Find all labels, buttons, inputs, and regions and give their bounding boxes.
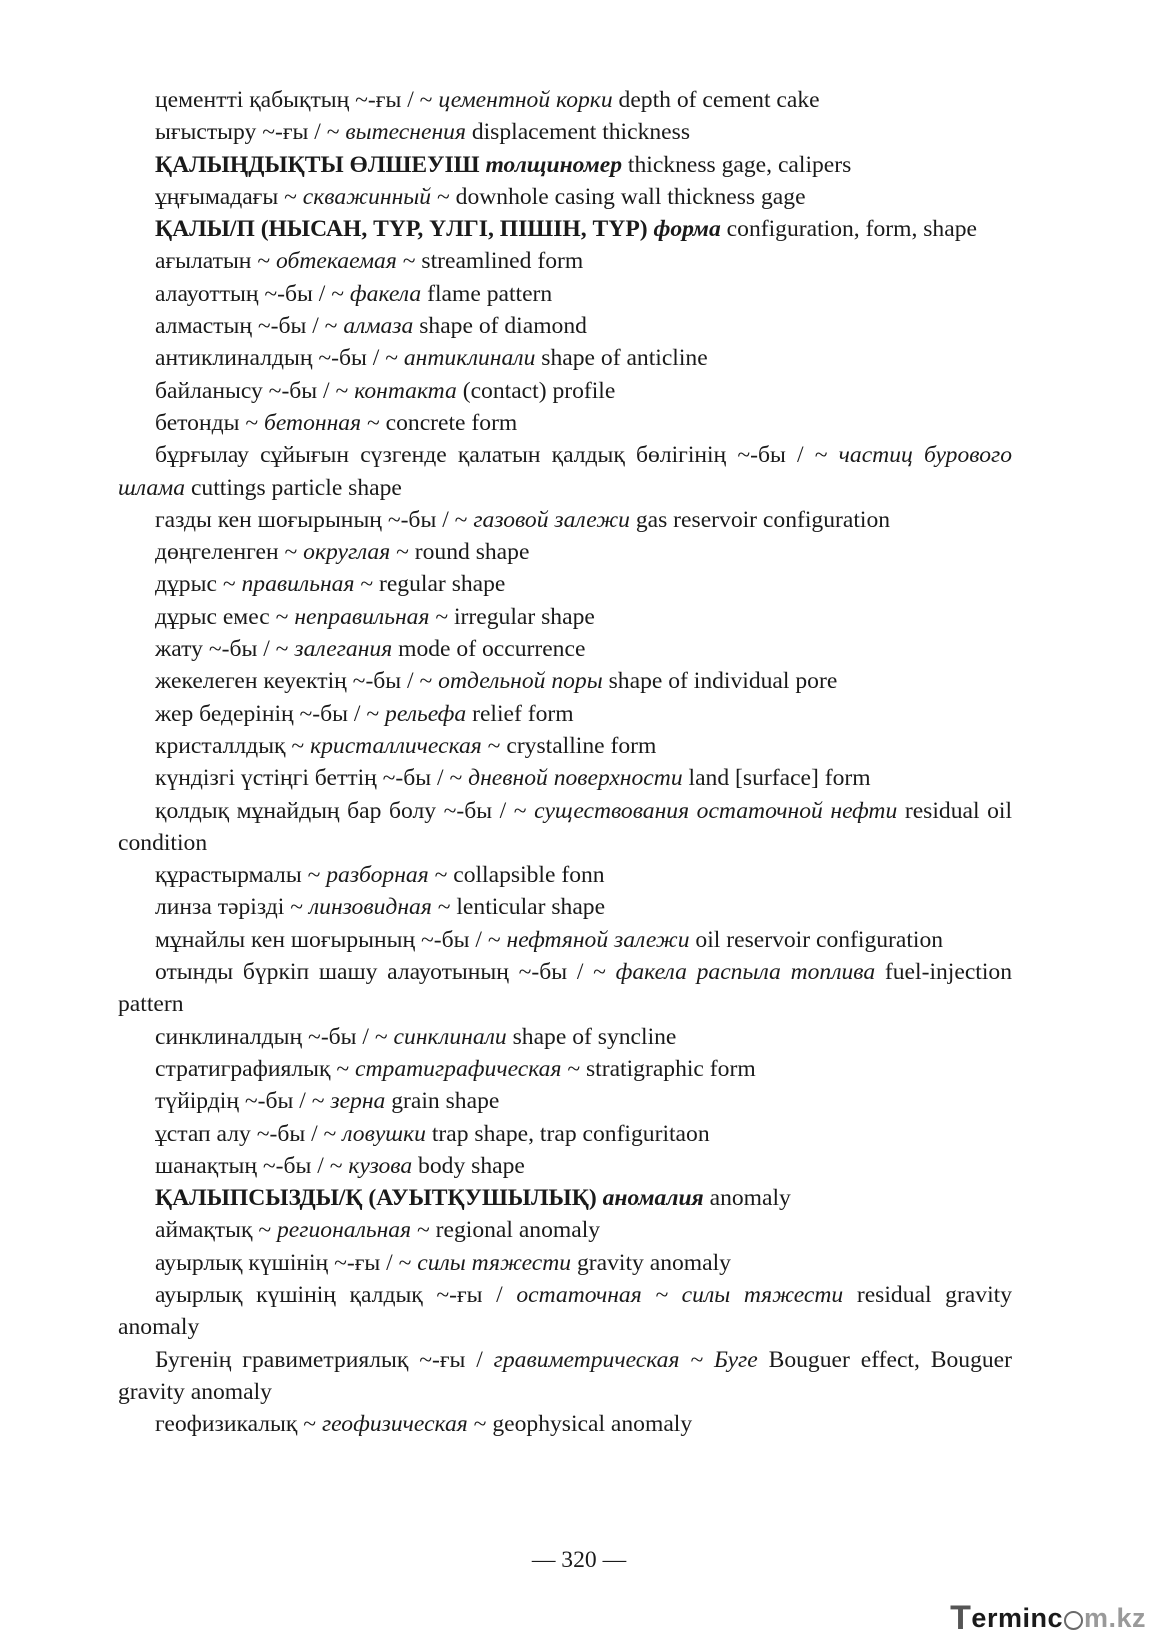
english-term: ~ geophysical anomaly (467, 1411, 693, 1438)
english-term: ~ crystalline form (481, 732, 657, 759)
russian-term: стратиграфическая (355, 1055, 562, 1082)
russian-term: аномалия (602, 1185, 704, 1212)
english-term: body shape (412, 1152, 525, 1179)
sub-entry (118, 375, 1012, 407)
english-term: shape of diamond (413, 313, 587, 340)
kazakh-term: ағылатын ~ (155, 248, 276, 275)
sub-entry (118, 924, 1012, 956)
russian-term: бетонная (264, 409, 362, 436)
kazakh-term: дұрыс ~ (155, 571, 242, 598)
english-term: flame pattern (421, 280, 553, 307)
english-term: relief form (466, 700, 574, 727)
english-term: configuration, form, shape (720, 216, 977, 243)
russian-term: кристаллическая (310, 732, 482, 759)
english-term: ~ collapsible fonn (428, 862, 605, 889)
kazakh-term: бетонды ~ (155, 409, 265, 436)
russian-term: округлая (303, 539, 391, 566)
headword-entry (118, 213, 1012, 245)
sub-entry (118, 342, 1012, 374)
watermark-part2: m.kz (1083, 1602, 1146, 1633)
kazakh-term: геофизикалық ~ (155, 1411, 322, 1438)
russian-term: кузова (348, 1152, 413, 1179)
russian-term: обтекаемая (276, 248, 397, 275)
english-term: cuttings particle shape (185, 474, 402, 501)
english-term: residual gravity anomaly (118, 1281, 1012, 1341)
english-term: shape of individual pore (602, 668, 838, 695)
sub-entry (118, 439, 1012, 504)
sub-entry (118, 1118, 1012, 1150)
watermark-letter-t: T (950, 1598, 972, 1637)
russian-term: отдельной поры (438, 668, 603, 695)
kazakh-term: кристаллдық ~ (155, 732, 311, 759)
russian-term: разборная (326, 862, 429, 889)
english-term: ~ concrete form (361, 409, 518, 436)
watermark-part1: erminc (971, 1602, 1063, 1633)
sub-entry (118, 1085, 1012, 1117)
russian-term: залегания (294, 636, 393, 663)
sub-entry (118, 601, 1012, 633)
kazakh-term: стратиграфиялық ~ (155, 1055, 356, 1082)
english-term: (contact) profile (456, 377, 616, 404)
kazakh-term: дөңгеленген ~ (155, 539, 304, 566)
english-term: thickness gage, calipers (622, 151, 852, 178)
sub-entry (118, 891, 1012, 923)
russian-term: контакта (354, 377, 457, 404)
kazakh-term: мұнайлы кен шоғырының ~-бы / ~ (155, 926, 507, 953)
english-term: ~ regular shape (354, 571, 506, 598)
magnifier-icon (1064, 1611, 1083, 1630)
russian-term: антиклинали (403, 345, 536, 372)
russian-term: дневной поверхности (468, 765, 683, 792)
english-term: shape of syncline (506, 1023, 677, 1050)
kazakh-term: бұрғылау сұйығын сүзгенде қалатын қалдық бөлігінің ~-бы / ~ (155, 442, 839, 469)
kazakh-term: алауоттың ~-бы / ~ (155, 280, 350, 307)
kazakh-term: қолдық мұнайдың бар болу ~-бы / ~ (155, 797, 535, 824)
kazakh-term: жер бедерінің ~-бы / ~ (155, 700, 386, 727)
sub-entry (118, 1247, 1012, 1279)
english-term: mode of occurrence (392, 636, 586, 663)
sub-entry (118, 1279, 1012, 1344)
sub-entry (118, 245, 1012, 277)
kazakh-term: ҚАЛЫҢДЫҚТЫ ӨЛШЕУІШ (155, 151, 486, 178)
sub-entry (118, 859, 1012, 891)
kazakh-term: құрастырмалы ~ (155, 862, 327, 889)
russian-term: правильная (241, 571, 355, 598)
kazakh-term: ауырлық күшінің ~-ғы / ~ (155, 1249, 418, 1276)
kazakh-term: күндізгі үстіңгі беттің ~-бы / ~ (155, 765, 469, 792)
english-term: trap shape, trap configuritaon (425, 1120, 710, 1147)
english-term: shape of anticline (535, 345, 708, 372)
english-term: gravity anomaly (571, 1249, 731, 1276)
page-number: — 320 — (531, 1547, 627, 1573)
kazakh-term: ҚАЛЫ/П (НЫСАН, ТҮР, ҮЛГІ, ПІШІН, ТҮР) (155, 216, 654, 243)
sub-entry (118, 956, 1012, 1021)
russian-term: факела распыла топлива (615, 959, 876, 986)
russian-term: толщиномер (485, 151, 623, 178)
english-term: ~ regional anomaly (411, 1217, 601, 1244)
english-term: oil reservoir configuration (689, 926, 944, 953)
russian-term: скважинный (302, 183, 432, 210)
sub-entry (118, 665, 1012, 697)
sub-entry (118, 730, 1012, 762)
sub-entry (118, 181, 1012, 213)
headword-entry (118, 149, 1012, 181)
russian-term: силы тяжести (417, 1249, 572, 1276)
russian-term: форма (653, 216, 721, 243)
english-term: grain shape (385, 1088, 500, 1115)
russian-term: алмаза (343, 313, 414, 340)
sub-entry (118, 84, 1012, 116)
sub-entry (118, 1408, 1012, 1440)
sub-entry (118, 1150, 1012, 1182)
russian-term: нефтяной залежи (506, 926, 690, 953)
sub-entry (118, 1053, 1012, 1085)
sub-entry (118, 633, 1012, 665)
english-term: residual oil condition (118, 797, 1013, 856)
english-term: gas reservoir configuration (629, 506, 891, 533)
russian-term: синклинали (393, 1023, 507, 1050)
english-term: ~ lenticular shape (431, 894, 606, 921)
english-term: ~ streamlined form (396, 248, 584, 275)
russian-term: линзовидная (308, 894, 432, 921)
kazakh-term: шанақтың ~-бы / ~ (155, 1152, 349, 1179)
english-term: ~ round shape (390, 539, 530, 566)
russian-term: зерна (330, 1088, 386, 1115)
kazakh-term: цементті қабықтың ~-ғы / ~ (155, 87, 439, 113)
kazakh-term: ұңғымадағы ~ (155, 183, 303, 210)
sub-entry (118, 504, 1012, 536)
english-term: Bouguer effect, Bouguer gravity anomaly (118, 1346, 1012, 1405)
russian-term: ловушки (342, 1120, 426, 1147)
kazakh-term: отынды бүркіп шашу алауотының ~-бы / ~ (155, 959, 616, 986)
sub-entry (118, 698, 1012, 730)
kazakh-term: антиклиналдың ~-бы / ~ (155, 345, 404, 372)
russian-term: частиц бурового шлама (118, 442, 1012, 501)
sub-entry (118, 795, 1012, 860)
english-term: ~ irregular shape (429, 603, 595, 630)
russian-term: геофизическая (321, 1411, 468, 1438)
russian-term: неправильная (294, 603, 430, 630)
sub-entry (118, 536, 1012, 568)
english-term: ~ stratigraphic form (561, 1055, 756, 1082)
sub-entry (118, 1344, 1012, 1409)
sub-entry (118, 762, 1012, 794)
english-term: land [surface] form (682, 765, 871, 792)
russian-term: региональная (277, 1217, 412, 1244)
sub-entry (118, 1214, 1012, 1246)
kazakh-term: линза тәрізді ~ (155, 894, 309, 921)
kazakh-term: байланысу ~-бы / ~ (155, 377, 355, 404)
sub-entry (118, 116, 1012, 148)
kazakh-term: ығыстыру ~-ғы / ~ (155, 119, 346, 146)
headword-entry (118, 1182, 1012, 1214)
kazakh-term: жекелеген кеуектің ~-бы / ~ (155, 668, 439, 695)
russian-term: рельефа (385, 700, 467, 727)
russian-term: цементной корки (438, 87, 613, 113)
kazakh-term: Бугенің гравиметриялық ~-ғы / (155, 1346, 494, 1373)
english-term: ~ downhole casing wall thickness gage (431, 183, 806, 210)
sub-entry (118, 278, 1012, 310)
kazakh-term: газды кен шоғырының ~-бы / ~ (155, 506, 474, 533)
russian-term: гравиметрическая ~ Буге (493, 1346, 758, 1373)
terminkom-watermark-logo (950, 1598, 1146, 1637)
sub-entry (118, 407, 1012, 439)
english-term: anomaly (703, 1185, 791, 1212)
kazakh-term: түйірдің ~-бы / ~ (155, 1088, 331, 1115)
english-term: depth of cement cake (612, 87, 820, 113)
english-term: fuel-injection pattern (118, 959, 1013, 1018)
russian-term: газовой залежи (473, 506, 630, 533)
sub-entry (118, 568, 1012, 600)
kazakh-term: ҚАЛЫПСЫЗДЫ/Қ (АУЫТҚУШЫЛЫҚ) (155, 1185, 603, 1212)
kazakh-term: синклиналдың ~-бы / ~ (155, 1023, 394, 1050)
sub-entry (118, 1021, 1012, 1053)
kazakh-term: дұрыс емес ~ (155, 603, 295, 630)
kazakh-term: жату ~-бы / ~ (155, 636, 295, 663)
kazakh-term: ұстап алу ~-бы / ~ (155, 1120, 343, 1147)
russian-term: вытеснения (345, 119, 466, 146)
english-term: displacement thickness (465, 119, 691, 146)
russian-term: существования остаточной нефти (534, 797, 898, 824)
kazakh-term: алмастың ~-бы / ~ (155, 313, 344, 340)
kazakh-term: ауырлық күшінің қалдық ~-ғы / (155, 1281, 517, 1308)
dictionary-page (118, 84, 1012, 1440)
kazakh-term: аймақтық ~ (155, 1217, 277, 1244)
russian-term: остаточная ~ силы тяжести (516, 1281, 844, 1308)
russian-term: факела (349, 280, 422, 307)
sub-entry (118, 310, 1012, 342)
